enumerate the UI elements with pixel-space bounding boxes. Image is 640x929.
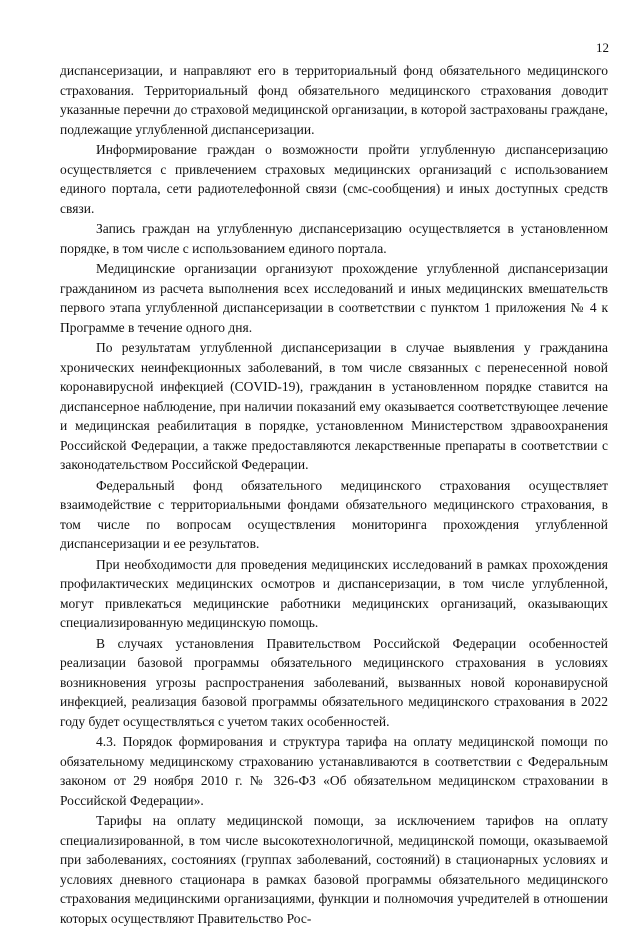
paragraph-specialists: При необходимости для проведения медицинских исследований в рамках прохождения профилактических медицинских осмотров и диспансеризации, в том числе углубленной, могут привлекаться медицинские работники медицинских организаций, оказывающих специализированную медицинскую помощь. (60, 556, 608, 630)
paragraph-registration: Запись граждан на углубленную диспансеризацию осуществляется в установленном порядке, в том числе с использованием единого портала. (60, 221, 608, 256)
paragraph-federal-fund: Федеральный фонд обязательного медицинского страхования осуществляет взаимодействие с территориальными фондами обязательного медицинского страхования, в том числе по вопросам осуществления мониторинга прохождения углубленной диспансеризации и ее результатов. (60, 477, 608, 551)
paragraph-medical-organizations: Медицинские организации организуют прохождение углубленной диспансеризации гражданином из расчета выполнения всех исследований и иных медицинских вмешательств первого этапа углубленной диспансеризации в соответствии с пунктом 1 приложения № 4 к Программе в течение одного дня. (60, 261, 608, 335)
paragraph-informing-citizens: Информирование граждан о возможности пройти углубленную диспансеризацию осуществляется с привлечением страховых медицинских организаций с использованием единого портала, сети радиотелефонной связи (смс-сообщения) и иных доступных средств связи. (60, 142, 608, 216)
document-body (60, 61, 608, 929)
paragraph-special-conditions: В случаях установления Правительством Российской Федерации особенностей реализации базовой программы обязательного медицинского страхования в условиях возникновения угрозы распространения заболеваний, вызванных новой коронавирусной инфекцией, реализация базовой программы обязательного медицинского страхования в 2022 году будет осуществляться с учетом таких особенностей. (60, 635, 608, 729)
paragraph-tariffs: Тарифы на оплату медицинской помощи, за исключением тарифов на оплату специализированной, в том числе высокотехнологичной, медицинской помощи, оказываемой при заболеваниях, состояниях (группах заболеваний, состояний) в стационарных условиях и условиях дневного стационара в рамках базовой программы обязательного медицинского страхования медицинскими организациями, функции и полномочия учредителей в отношении которых осуществляют Правительство Рос- (60, 813, 608, 926)
page-number: 12 (596, 40, 609, 55)
paragraph-continuation: диспансеризации, и направляют его в территориальный фонд обязательного медицинского страхования. Территориальный фонд обязательного медицинского страхования доводит указанные перечни до страховой медицинской организации, в которой застрахованы граждане, подлежащие углубленной диспансеризации. (60, 63, 608, 137)
paragraph-section-4-3: 4.3. Порядок формирования и структура тарифа на оплату медицинской помощи по обязательному медицинскому страхованию устанавливаются в соответствии с Федеральным законом от 29 ноября 2010 г. № 326-ФЗ «Об обязательном медицинском страховании в Российской Федерации». (60, 734, 608, 808)
paragraph-results: По результатам углубленной диспансеризации в случае выявления у гражданина хронических неинфекционных заболеваний, в том числе связанных с перенесенной новой коронавирусной инфекцией (COVID-19), гражданин в установленном порядке ставится на диспансерное наблюдение, при наличии показаний ему оказывается соответствующее лечение и медицинская реабилитация в порядке, установленном Министерством здравоохранения Российской Федерации, а также предоставляются лекарственные препараты в соответствии с законодательством Российской Федерации. (60, 340, 608, 472)
